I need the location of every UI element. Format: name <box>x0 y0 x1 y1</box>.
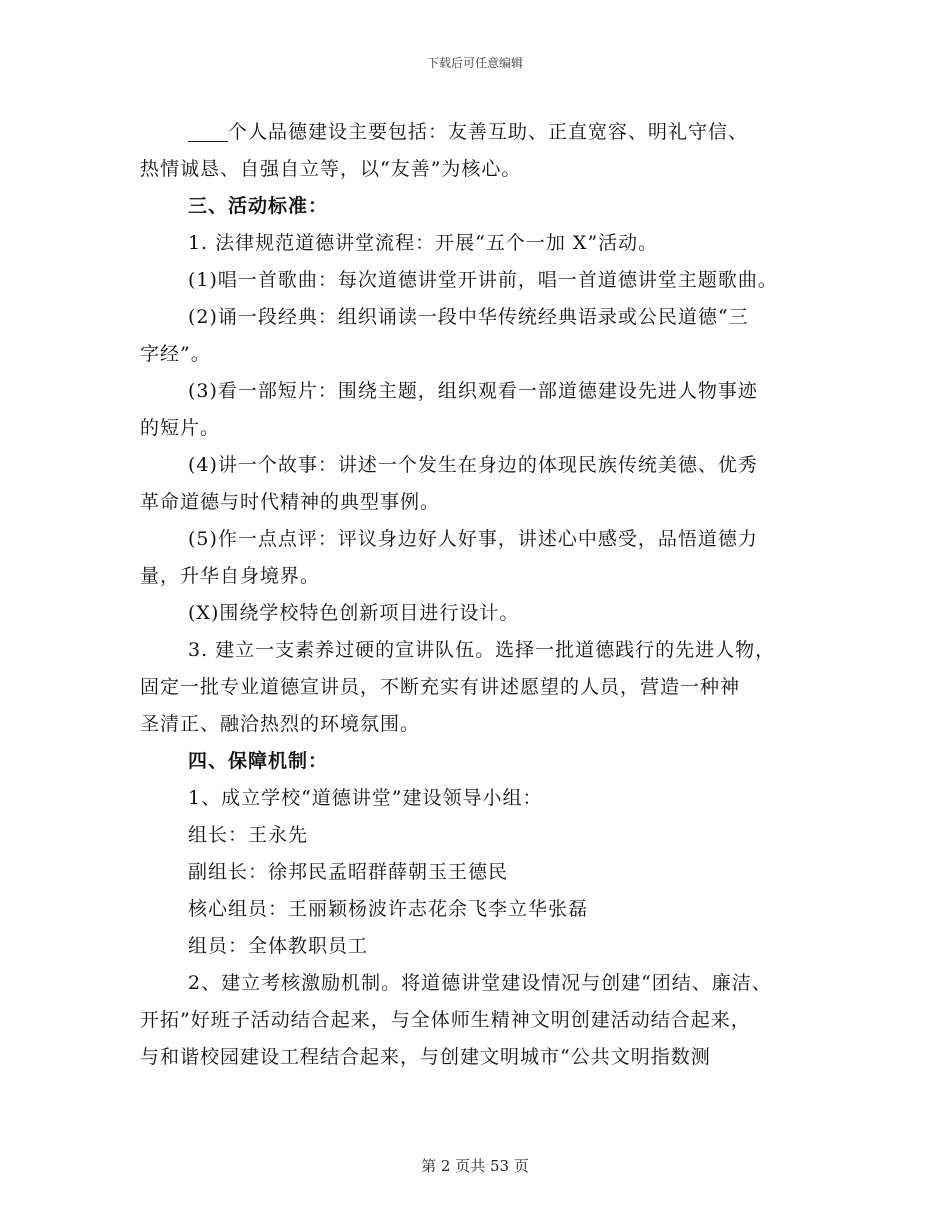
text-line <box>140 965 830 1002</box>
text-line <box>140 262 830 299</box>
line-text: 圣清正、融洽热烈的环境氛围。 <box>140 713 421 735</box>
text-line <box>140 669 830 706</box>
text-line <box>140 595 830 632</box>
text-line <box>140 373 830 410</box>
text-line <box>140 817 830 854</box>
line-text: (4)讲一个故事：讲述一个发生在身边的体现民族传统美德、优秀 <box>188 454 758 476</box>
line-text: (5)作一点点评：评议身边好人好事，讲述心中感受，品悟道德力 <box>188 528 758 550</box>
blank-underline <box>188 119 228 142</box>
line-text: 副组长：徐邦民孟昭群薛朝玉王德民 <box>188 861 509 883</box>
text-line <box>140 1039 830 1076</box>
text-line <box>140 299 830 336</box>
line-text: 量，升华自身境界。 <box>140 565 321 587</box>
line-text: 2、建立考核激励机制。将道德讲堂建设情况与创建“团结、廉洁、 <box>188 972 772 994</box>
line-text: 的短片。 <box>140 417 221 439</box>
line-text: 核心组员：王丽颖杨波许志花余飞李立华张磊 <box>188 898 589 920</box>
text-line <box>140 1002 830 1039</box>
page-footer: 第 2 页共 53 页 <box>421 1157 529 1175</box>
text-line <box>140 151 830 188</box>
line-text: 1. 法律规范道德讲堂流程：开展“五个一加 X”活动。 <box>188 232 659 254</box>
line-text: 四、保障机制： <box>188 750 329 772</box>
text-line <box>140 632 830 669</box>
line-text: 热情诚恳、自强自立等，以“友善”为核心。 <box>140 158 522 180</box>
line-text: 字经”。 <box>140 343 211 365</box>
text-line <box>140 891 830 928</box>
line-text: 固定一批专业道德宣讲员，不断充实有讲述愿望的人员，营造一种神 <box>140 676 741 698</box>
line-text: (3)看一部短片：围绕主题，组织观看一部道德建设先进人物事迹 <box>188 380 758 402</box>
text-line <box>140 558 830 595</box>
line-text: 个人品德建设主要包括：友善互助、正直宽容、明礼守信、 <box>228 121 749 143</box>
section-heading <box>140 188 830 225</box>
text-line <box>140 114 830 151</box>
text-line <box>140 225 830 262</box>
line-text: 组员：全体教职员工 <box>188 935 369 957</box>
text-line <box>140 780 830 817</box>
text-line <box>140 928 830 965</box>
line-text: 组长：王永先 <box>188 824 309 846</box>
text-line <box>140 706 830 743</box>
line-text: (X)围绕学校特色创新项目进行设计。 <box>188 602 520 624</box>
text-line <box>140 336 830 373</box>
text-line <box>140 410 830 447</box>
line-text: 三、活动标准： <box>188 195 329 217</box>
section-heading <box>140 743 830 780</box>
line-text: 开拓”好班子活动结合起来，与全体师生精神文明创建活动结合起来， <box>140 1009 751 1031</box>
line-text: (2)诵一段经典：组织诵读一段中华传统经典语录或公民道德“三 <box>188 306 749 328</box>
document-body <box>140 114 830 1076</box>
line-text: 3. 建立一支素养过硬的宣讲队伍。选择一批道德践行的先进人物， <box>188 639 776 661</box>
text-line <box>140 484 830 521</box>
text-line <box>140 854 830 891</box>
line-text: 革命道德与时代精神的典型事例。 <box>140 491 441 513</box>
text-line <box>140 521 830 558</box>
text-line <box>140 447 830 484</box>
line-text: 1、成立学校“道德讲堂”建设领导小组： <box>188 787 543 809</box>
page-header: 下载后可任意编辑 <box>426 56 523 70</box>
line-text: (1)唱一首歌曲：每次道德讲堂开讲前，唱一首道德讲堂主题歌曲。 <box>188 269 778 291</box>
line-text: 与和谐校园建设工程结合起来，与创建文明城市“公共文明指数测 <box>140 1046 711 1068</box>
